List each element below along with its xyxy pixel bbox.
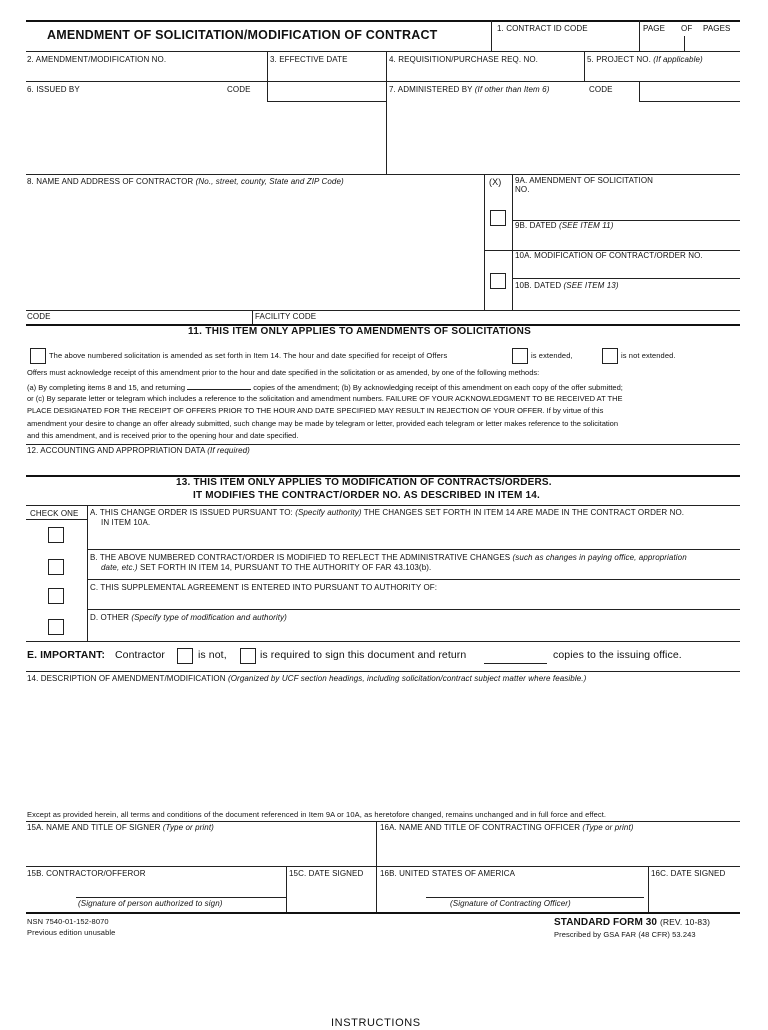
standard-form-text: STANDARD FORM 30 <box>554 917 658 928</box>
project-no-note: (If applicable) <box>653 55 703 64</box>
page-field[interactable] <box>641 36 683 51</box>
issued-by-code-field[interactable] <box>268 83 385 100</box>
item-13c-checkbox[interactable] <box>48 588 64 604</box>
is-extended-label: is extended, <box>531 351 573 360</box>
item-9b-text: 9B. DATED <box>515 221 557 230</box>
item-15b-label: 15B. CONTRACTOR/OFFEROR <box>27 869 146 878</box>
project-no-label <box>587 55 703 65</box>
contracting-officer-name-field[interactable] <box>378 834 739 864</box>
item-11-line2: Offers must acknowledge receipt of this amendment prior to the hour and date specified in the solicitation or as amended, by one of the following methods: <box>27 368 540 377</box>
officer-signature-caption: (Signature of Contracting Officer) <box>450 899 571 908</box>
item-11-line4: or (c) By separate letter or telegram which includes a reference to the solicitation and amendment numbers. FAILURE OF YOUR ACKNOWLEDGMENT TO BE RECEIVED AT THE <box>27 394 623 403</box>
of-label: OF <box>681 24 693 33</box>
amendment-no-field[interactable] <box>27 65 265 80</box>
item-10b-field[interactable] <box>514 292 739 308</box>
officer-date-field[interactable] <box>650 880 739 910</box>
item-11-amended-checkbox[interactable] <box>30 348 46 364</box>
pages-label: PAGES <box>703 24 731 33</box>
item-13d-checkbox[interactable] <box>48 619 64 635</box>
is-extended-checkbox[interactable] <box>512 348 528 364</box>
item-14-note: (Organized by UCF section headings, including solicitation/contract subject matter where feasible.) <box>227 674 587 683</box>
contract-id-code-field[interactable] <box>493 34 637 50</box>
item-12-field[interactable] <box>27 457 739 474</box>
administered-by-note: (If other than Item 6) <box>474 85 550 94</box>
item-14-text: 14. DESCRIPTION OF AMENDMENT/MODIFICATION <box>27 674 226 683</box>
item-11-line3 <box>27 381 623 393</box>
instructions-heading: INSTRUCTIONS <box>331 1017 421 1029</box>
item-12-text: 12. ACCOUNTING AND APPROPRIATION DATA <box>27 446 205 455</box>
officer-signature-field[interactable] <box>426 880 644 896</box>
copies-label: copies to the issuing office. <box>553 649 682 661</box>
standard-form-number <box>554 916 710 929</box>
item-9b-note: (SEE ITEM 11) <box>558 221 614 230</box>
contractor-name-text: 8. NAME AND ADDRESS OF CONTRACTOR <box>27 177 194 186</box>
item-13b-line2 <box>101 563 431 573</box>
item-12-note: (If required) <box>207 446 250 455</box>
item-9-checkbox[interactable] <box>490 210 506 226</box>
item-13-heading-2: IT MODIFIES THE CONTRACT/ORDER NO. AS DESCRIBED IN ITEM 14. <box>193 490 541 501</box>
item-13d-pre: D. OTHER <box>90 613 130 622</box>
item-13d-label <box>90 613 287 623</box>
effective-date-field[interactable] <box>269 65 385 80</box>
item-15c-label: 15C. DATE SIGNED <box>289 869 364 878</box>
administered-by-text: 7. ADMINISTERED BY <box>389 85 473 94</box>
requisition-field[interactable] <box>388 65 583 80</box>
is-not-extended-checkbox[interactable] <box>602 348 618 364</box>
project-no-field[interactable] <box>586 65 739 80</box>
page-label: PAGE <box>643 24 666 33</box>
item-10b-note: (SEE ITEM 13) <box>563 281 619 290</box>
copies-count-field[interactable] <box>484 663 547 664</box>
item-13b-label <box>90 553 687 563</box>
issued-by-label: 6. ISSUED BY <box>27 85 80 94</box>
effective-date-label: 3. EFFECTIVE DATE <box>270 55 348 64</box>
administered-by-code-label: CODE <box>589 85 613 94</box>
item-13d-note: (Specify type of modification and authority) <box>131 613 287 622</box>
contract-id-code-label: 1. CONTRACT ID CODE <box>497 24 588 33</box>
item-11-line6: amendment your desire to change an offer already submitted, such change may be made by telegram or letter, provided each telegram or letter makes reference to the solicitation <box>27 419 619 428</box>
nsn-number: NSN 7540-01-152-8070 <box>27 917 109 926</box>
item-14-field[interactable] <box>27 686 739 806</box>
previous-edition: Previous edition unusable <box>27 928 116 937</box>
item-11-heading: 11. THIS ITEM ONLY APPLIES TO AMENDMENTS OF SOLICITATIONS <box>188 326 532 337</box>
item-10b-text: 10B. DATED <box>515 281 562 290</box>
requisition-label: 4. REQUISITION/PURCHASE REQ. NO. <box>389 55 539 64</box>
check-one-label: CHECK ONE <box>30 509 79 518</box>
important-label: E. IMPORTANT: <box>27 649 106 661</box>
item-13a-note: (Specify authority) <box>295 508 362 517</box>
item-15a-label <box>27 823 214 833</box>
is-not-extended-label: is not extended. <box>621 351 676 360</box>
item-16a-note: (Type or print) <box>582 823 634 832</box>
except-text: Except as provided herein, all terms and conditions of the document referenced in Item 9A or 10A, as heretofore changed, remains unchanged and in full force and effect. <box>27 810 607 819</box>
is-not-checkbox[interactable] <box>177 648 193 664</box>
item-13b-pre: B. THE ABOVE NUMBERED CONTRACT/ORDER IS MODIFIED TO REFLECT THE ADMINISTRATIVE CHANGES <box>90 553 511 562</box>
item-13a-label <box>90 508 684 518</box>
item-13a-pre: A. THIS CHANGE ORDER IS ISSUED PURSUANT TO: <box>90 508 293 517</box>
item-15a-text: 15A. NAME AND TITLE OF SIGNER <box>27 823 161 832</box>
item-9a-field[interactable] <box>514 196 739 218</box>
administered-by-field[interactable] <box>388 96 738 172</box>
administered-by-code-field[interactable] <box>641 83 739 100</box>
contractor-code-label: CODE <box>27 312 51 321</box>
contractor-date-field[interactable] <box>288 880 374 910</box>
item-13a-line2: IN ITEM 10A. <box>101 518 151 527</box>
item-16a-label <box>380 823 634 833</box>
item-9a-label: 9A. AMENDMENT OF SOLICITATION <box>515 176 654 185</box>
item-16a-text: 16A. NAME AND TITLE OF CONTRACTING OFFICER <box>380 823 581 832</box>
item-11-line3b: copies of the amendment; (b) By acknowledging receipt of this amendment on each copy of the offer submitted; <box>253 383 623 392</box>
item-12-label <box>27 446 250 456</box>
administered-by-label <box>389 85 549 95</box>
copies-returned-field[interactable] <box>187 381 251 390</box>
item-13b-line2-text: SET FORTH IN ITEM 14, PURSUANT TO THE AUTHORITY OF FAR 43.103(b). <box>140 563 432 572</box>
contractor-name-note: (No., street, county, State and ZIP Code) <box>195 177 344 186</box>
item-15a-note: (Type or print) <box>162 823 214 832</box>
item-13c-label: C. THIS SUPPLEMENTAL AGREEMENT IS ENTERED INTO PURSUANT TO AUTHORITY OF: <box>90 583 438 592</box>
item-11-line5: PLACE DESIGNATED FOR THE RECEIPT OF OFFERS PRIOR TO THE HOUR AND DATE SPECIFIED MAY RESULT IN REJECTION OF YOUR OFFER. If by virtue of this <box>27 406 604 415</box>
item-11-line1: The above numbered solicitation is amended as set forth in Item 14. The hour and date specified for receipt of Offers <box>49 351 448 360</box>
issued-by-field[interactable] <box>27 96 265 172</box>
signer-name-field[interactable] <box>27 834 374 864</box>
pages-field[interactable] <box>686 36 739 51</box>
facility-code-label: FACILITY CODE <box>255 312 317 321</box>
is-required-checkbox[interactable] <box>240 648 256 664</box>
x-column-label: (X) <box>489 177 502 187</box>
item-13b-note2: date, etc.) <box>101 563 138 572</box>
item-9b-field[interactable] <box>514 232 739 248</box>
item-13b-checkbox[interactable] <box>48 559 64 575</box>
item-13-heading-1: 13. THIS ITEM ONLY APPLIES TO MODIFICATION OF CONTRACTS/ORDERS. <box>176 477 552 488</box>
item-10a-field[interactable] <box>514 262 739 277</box>
item-16b-label: 16B. UNITED STATES OF AMERICA <box>380 869 516 878</box>
form-title: AMENDMENT OF SOLICITATION/MODIFICATION OF CONTRACT <box>47 28 438 42</box>
important-contractor: Contractor <box>115 649 166 661</box>
prescribed-by: Prescribed by GSA FAR (48 CFR) 53.243 <box>554 930 696 939</box>
amendment-no-label: 2. AMENDMENT/MODIFICATION NO. <box>27 55 167 64</box>
item-13b-note: (such as changes in paying office, appropriation <box>512 553 687 562</box>
project-no-text: 5. PROJECT NO. <box>587 55 651 64</box>
item-11-line3a: (a) By completing items 8 and 15, and returning <box>27 383 186 392</box>
item-13a-post: THE CHANGES SET FORTH IN ITEM 14 ARE MADE IN THE CONTRACT ORDER NO. <box>363 508 685 517</box>
contractor-name-label <box>27 177 344 187</box>
is-required-label: is required to sign this document and return <box>260 649 467 661</box>
contractor-signature-field[interactable] <box>76 880 286 896</box>
standard-form-rev: (REV. 10-83) <box>659 917 711 927</box>
item-14-label <box>27 674 586 684</box>
is-not-label: is not, <box>198 649 227 661</box>
item-13a-checkbox[interactable] <box>48 527 64 543</box>
item-10b-label <box>515 281 619 291</box>
issued-by-code-label: CODE <box>227 85 251 94</box>
contractor-signature-caption: (Signature of person authorized to sign) <box>78 899 223 908</box>
item-11-line7: and this amendment, and is received prior to the opening hour and date specified. <box>27 431 299 440</box>
item-10-checkbox[interactable] <box>490 273 506 289</box>
item-10a-label: 10A. MODIFICATION OF CONTRACT/ORDER NO. <box>515 251 703 260</box>
item-9a-label-line2: NO. <box>515 185 530 194</box>
item-16c-label: 16C. DATE SIGNED <box>651 869 726 878</box>
contractor-name-field[interactable] <box>27 189 482 308</box>
item-9b-label <box>515 221 613 231</box>
